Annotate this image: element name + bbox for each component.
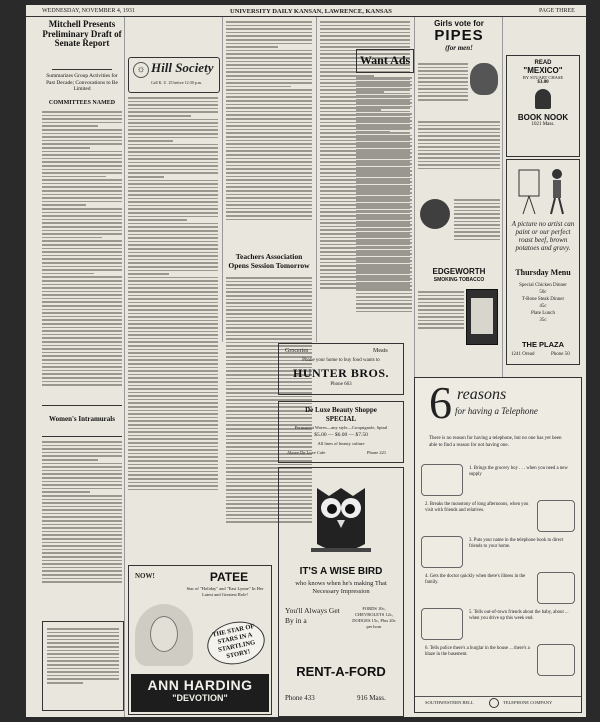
beauty-shoppe-ad — [278, 401, 404, 463]
wisebird-line1: IT'S A WISE BIRD — [299, 566, 383, 577]
patee-star: ANN HARDING — [147, 677, 253, 693]
wisebird-line3: You'll Always Get By in a — [285, 606, 340, 625]
shield-logo-icon — [535, 89, 551, 109]
column-three-body — [226, 19, 312, 249]
newspaper-page — [26, 5, 586, 717]
hunter-groceries: Groceries — [285, 348, 309, 354]
book-nook-ad — [506, 55, 580, 157]
plaza-menu-day: Thursday Menu — [515, 268, 571, 277]
hill-society-banner — [128, 57, 220, 93]
pipes-ad-line2: PIPES — [434, 27, 484, 44]
telephone-six: 6 — [429, 377, 452, 428]
baby-icon — [421, 608, 463, 640]
reason-item: 1. Brings the grocery boy . . . when you need a new supply — [469, 466, 568, 477]
beauty-line: Permanent Waves—any style—Croquignole, Spiral — [294, 425, 388, 430]
edgeworth-sub: SMOKING TOBACCO — [433, 277, 485, 283]
divider — [52, 69, 112, 70]
intramurals-head-box — [42, 405, 122, 437]
column-rule — [502, 17, 503, 377]
patee-theater-ad — [128, 565, 272, 715]
column-rule — [414, 17, 415, 377]
want-ads-title: Want Ads — [359, 53, 411, 67]
hill-society-column-body — [128, 95, 218, 557]
want-ads-listings — [356, 75, 412, 365]
plaza-ad — [506, 159, 580, 365]
wisebird-name: RENT-A-FORD — [296, 664, 386, 679]
doctor-icon — [537, 572, 575, 604]
wisebird-phone: Phone 433 — [285, 694, 315, 702]
patee-name: PATEE — [209, 570, 249, 584]
phone-book-icon — [421, 536, 463, 568]
patee-movie: "DEVOTION" — [172, 693, 228, 703]
header-paper-name: UNIVERSITY DAILY KANSAN, LAWRENCE, KANSAS — [230, 8, 392, 15]
plaza-menu-list — [509, 282, 577, 324]
mitchell-headline: Mitchell Presents Preliminary Draft of Senate Report — [42, 19, 122, 48]
intramurals-article-body — [42, 439, 122, 617]
hill-society-title: Hill Society — [151, 60, 214, 75]
menu-item: Special Chicken Dinner 50c — [519, 283, 567, 295]
column-rule — [124, 17, 125, 717]
patee-banner — [131, 674, 269, 712]
book-ad-title: "MEXICO" — [523, 66, 563, 75]
menu-item: T-Bone Steak Dinner 45c — [521, 297, 565, 309]
teachers-headline: Teachers Association Opens Session Tomorrow — [228, 252, 310, 270]
reason-item: 2. Breaks the monotony of long afternoons, when you visit with friends and relatives. — [425, 502, 529, 513]
woman-portrait-image — [470, 63, 498, 95]
header-date: WEDNESDAY, NOVEMBER 4, 1931 — [42, 8, 135, 14]
beauty-guaranteed: All lines of beauty culture — [317, 441, 365, 446]
reason-item: 5. Tells out-of-town friends about the baby, about ... when you drive up this week end. — [469, 610, 569, 621]
book-ad-address: 1021 Mass. — [531, 122, 555, 127]
hunter-meats: Meats — [373, 348, 388, 354]
painter-illustration — [515, 164, 573, 216]
hunter-name: HUNTER BROS. — [292, 366, 390, 380]
wisebird-price-list: FORDS 10c, CHEVROLETS 12c, DODGES 15c, Plus 20c per hour — [352, 606, 396, 629]
hunter-phone: Phone 663 — [330, 382, 352, 387]
hunter-line: Phone your home to buy food wants to — [302, 358, 380, 363]
book-ad-author: BY STUART CHASE — [522, 75, 564, 80]
bell-logo-icon — [489, 698, 499, 708]
patee-now: NOW! — [135, 572, 155, 580]
hunter-bros-ad — [278, 343, 404, 395]
patee-star-burst: THE STAR OF STARS IN A STARTLING STORY! — [203, 616, 268, 669]
beauty-location: Above De Luxe Cafe — [287, 450, 326, 455]
plaza-phone: Phone 50 — [551, 352, 570, 357]
patee-feature: Star of "Holiday" and "East Lynne" In Her Latest and Greatest Role! — [186, 586, 264, 597]
book-ad-shop: BOOK NOOK — [517, 113, 569, 122]
tobacco-tin-image — [466, 289, 498, 345]
telephone-company-right: TELEPHONE COMPANY — [503, 700, 553, 705]
telephone-company-left: SOUTHWESTERN BELL — [425, 700, 474, 705]
visiting-icon — [537, 500, 575, 532]
column-rule — [222, 17, 223, 342]
mitchell-subhead: Summarizes Group Activities for Past Decade; Convocations to Be Limited — [46, 73, 118, 92]
telephone-reasons: reasons — [457, 386, 507, 403]
beauty-title: De Luxe Beauty Shoppe — [305, 406, 377, 414]
reason-item: 6. Tells police there's a burglar in the house ... there's a blaze in the basement. — [425, 646, 530, 657]
reason-item: 3. Puts your name in the telephone book to direct friends to your home. — [469, 538, 564, 549]
beauty-special: SPECIAL — [325, 415, 357, 423]
mitchell-article-body — [42, 109, 122, 401]
edgeworth-brand: EDGEWORTH — [432, 267, 486, 276]
plaza-name: THE PLAZA — [521, 340, 565, 349]
plaza-tagline: A picture no artist can paint or our perfect roast beef, brown potatoes and gravy. — [511, 220, 575, 252]
telephone-reasons-list — [421, 464, 577, 684]
mitchell-section-head: COMMITTEES NAMED — [48, 100, 116, 106]
pipes-ad-line1: Girls vote for — [434, 19, 484, 28]
header-page-number: PAGE THREE — [539, 8, 575, 14]
telephone-for-having: for having a Telephone — [455, 406, 538, 416]
wisebird-address: 916 Mass. — [357, 694, 386, 702]
man-with-pipe-image — [420, 199, 450, 229]
telephone-intro: There is no reason for having a telephone, but no one has yet been able to find a reason for not having one. — [429, 436, 562, 448]
owl-illustration — [311, 474, 371, 558]
plaza-address: 1241 Oread — [511, 352, 535, 357]
rent-a-ford-ad — [278, 467, 404, 717]
menu-item: Plate Lunch 35c — [530, 311, 556, 323]
column-rule — [316, 17, 317, 342]
police-icon — [537, 644, 575, 676]
notice-box — [42, 621, 124, 711]
beauty-prices: $5.00 — $6.00 — $7.50 — [314, 432, 368, 438]
book-ad-price: $3.00 — [537, 80, 549, 85]
grocery-boy-icon — [421, 464, 463, 496]
edgeworth-pipes-ad — [418, 19, 500, 361]
ann-harding-portrait-image — [135, 604, 193, 666]
book-ad-read: READ — [534, 60, 552, 66]
beauty-phone: Phone 221 — [367, 450, 387, 455]
wisebird-line2: who knows when he's making That Necessary Impression — [295, 580, 387, 595]
hill-society-subtitle: Call K. U. 25 before 12:30 p.m. — [151, 80, 202, 85]
intramurals-headline: Women's Intramurals — [49, 415, 115, 423]
want-ads-banner — [356, 49, 414, 73]
reason-item: 4. Gets the doctor quickly when there's illness in the family. — [425, 574, 526, 585]
telephone-ad — [414, 377, 582, 713]
dancer-icon: ☼ — [133, 62, 149, 78]
pipes-ad-line3: (for men! — [445, 44, 473, 52]
